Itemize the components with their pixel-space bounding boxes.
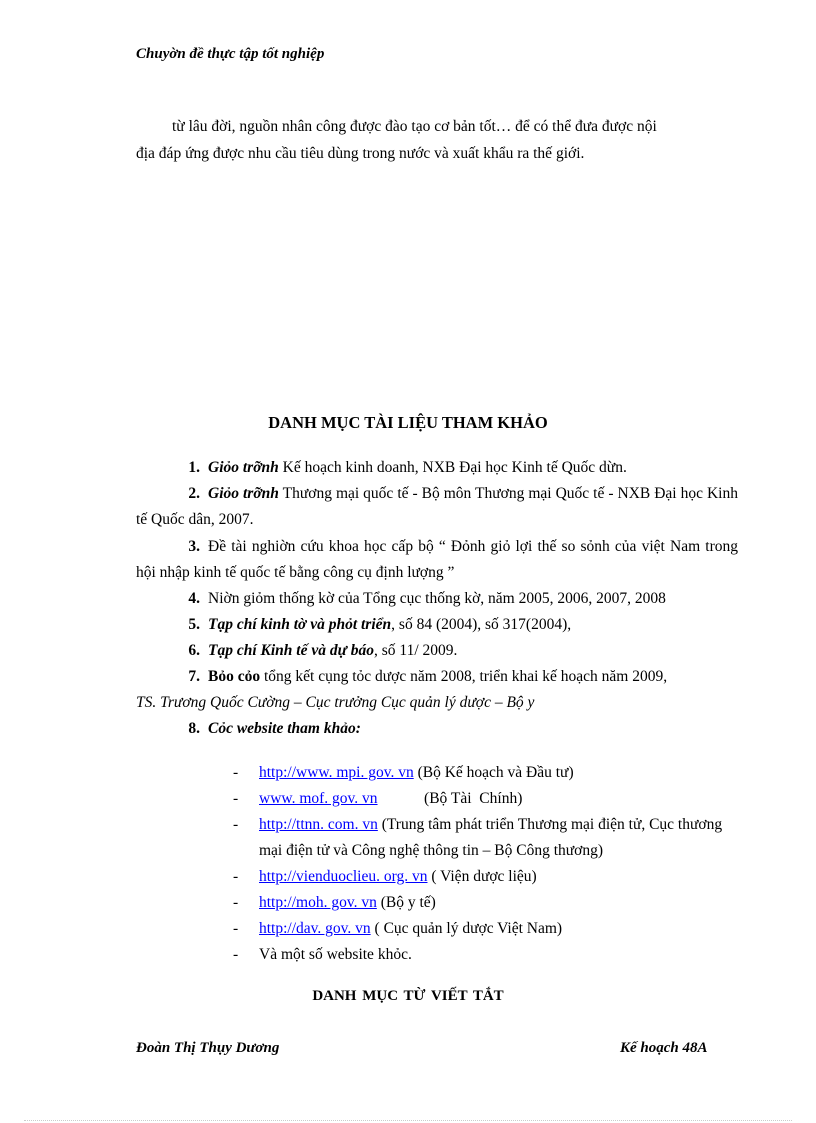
reference-number: 1.: [188, 459, 200, 476]
reference-bold: Bỏo cỏo: [208, 668, 261, 685]
website-desc: (Trung tâm phát triển Thương mại điện tử, Cục thương mại điện tử và Công nghệ thông tin – Bộ Công thương): [259, 816, 723, 859]
reference-text: Kế hoạch kinh doanh, NXB Đại học Kinh tế Quốc dừn.: [278, 459, 627, 476]
website-item: [233, 916, 743, 942]
dash-bullet: -: [233, 790, 239, 807]
dash-bullet: -: [233, 920, 239, 937]
website-desc: (Bộ Tài Chính): [377, 790, 523, 807]
reference-item-6: [136, 638, 738, 664]
website-link[interactable]: www. mof. gov. vn: [259, 790, 378, 807]
reference-bold: Cỏc website tham khảo:: [208, 720, 361, 737]
website-link[interactable]: http://ttnn. com. vn: [259, 816, 378, 833]
footer-class: Kế hoạch 48A: [620, 1040, 708, 1056]
reference-text: Thương mại quốc tế - Bộ môn Thương mại Quốc tế - NXB Đại học Kinh tế Quốc dân, 2007.: [136, 485, 738, 528]
intro-line-1: từ lâu đời, nguồn nhân công được đào tạo cơ bản tốt… để có thể đưa được nội: [172, 118, 657, 135]
reference-text: , số 84 (2004), số 317(2004),: [391, 616, 572, 633]
website-item: [233, 864, 743, 890]
references-title: DANH MỤC TÀI LIỆU THAM KHẢO: [268, 413, 548, 432]
website-text: Và một số website khỏc.: [259, 946, 412, 963]
reference-bold: Giỏo trỡnh: [208, 459, 279, 476]
reference-text: Niờn giỏm thống kờ của Tổng cục thống kờ, năm 2005, 2006, 2007, 2008: [208, 590, 666, 607]
website-item: [233, 890, 743, 916]
reference-bold: Tạp chí Kinh tế và dự báo: [208, 642, 375, 659]
dash-bullet: -: [233, 816, 239, 833]
reference-number: 8.: [188, 720, 200, 737]
reference-item-1: [136, 455, 738, 481]
dash-bullet: -: [233, 946, 239, 963]
website-item: [233, 942, 743, 968]
dash-bullet: -: [233, 868, 239, 885]
reference-number: 4.: [188, 590, 200, 607]
reference-text: tổng kết cụng tỏc dược năm 2008, triển khai kế hoạch năm 2009,: [260, 668, 668, 685]
abbreviations-title: DANH MỤC TỪ VIẾT TẮT: [312, 988, 504, 1004]
website-desc: (Bộ y tế): [376, 894, 436, 911]
reference-bold: Giỏo trỡnh: [208, 485, 279, 502]
reference-item-4: [136, 586, 738, 612]
website-item: [233, 786, 743, 812]
intro-paragraph: [136, 113, 738, 167]
intro-line-2: địa đáp ứng được nhu cầu tiêu dùng trong nước và xuất khẩu ra thế giới.: [136, 145, 585, 162]
website-link[interactable]: http://dav. gov. vn: [259, 920, 371, 937]
website-desc: (Bộ Kế hoạch và Đầu tư): [413, 764, 574, 781]
dash-bullet: -: [233, 764, 239, 781]
page-bottom-divider: [24, 1120, 792, 1121]
reference-item-8: [136, 716, 738, 742]
website-link[interactable]: http://www. mpi. gov. vn: [259, 764, 414, 781]
website-item: [233, 812, 743, 864]
footer-author: Đoàn Thị Thụy Dương: [136, 1040, 280, 1056]
reference-number: 3.: [188, 538, 200, 555]
website-desc: ( Cục quản lý dược Việt Nam): [370, 920, 563, 937]
reference-item-2: [136, 481, 738, 533]
website-item: [233, 760, 743, 786]
page-header: Chuyờn đề thực tập tốt nghiệp: [136, 46, 325, 62]
reference-item-7: [136, 664, 738, 716]
reference-author: TS. Trương Quốc Cường – Cục trưởng Cục quản lý dược – Bộ y: [136, 694, 535, 711]
dash-bullet: -: [233, 894, 239, 911]
reference-text: , số 11/ 2009.: [374, 642, 458, 659]
reference-text: Đề tài nghiờn cứu khoa học cấp bộ “ Đỏnh giỏ lợi thế so sỏnh của việt Nam trong hội nhập kinh tế quốc tế bằng công cụ định lượng ”: [136, 538, 738, 581]
reference-number: 5.: [188, 616, 200, 633]
reference-bold: Tạp chí kinh tờ và phỏt triển: [208, 616, 392, 633]
reference-item-3: [136, 534, 738, 586]
reference-number: 6.: [188, 642, 200, 659]
reference-item-5: [136, 612, 738, 638]
website-link[interactable]: http://vienduoclieu. org. vn: [259, 868, 428, 885]
reference-number: 7.: [188, 668, 200, 685]
website-desc: ( Viện dược liệu): [427, 868, 537, 885]
reference-number: 2.: [188, 485, 200, 502]
website-link[interactable]: http://moh. gov. vn: [259, 894, 377, 911]
